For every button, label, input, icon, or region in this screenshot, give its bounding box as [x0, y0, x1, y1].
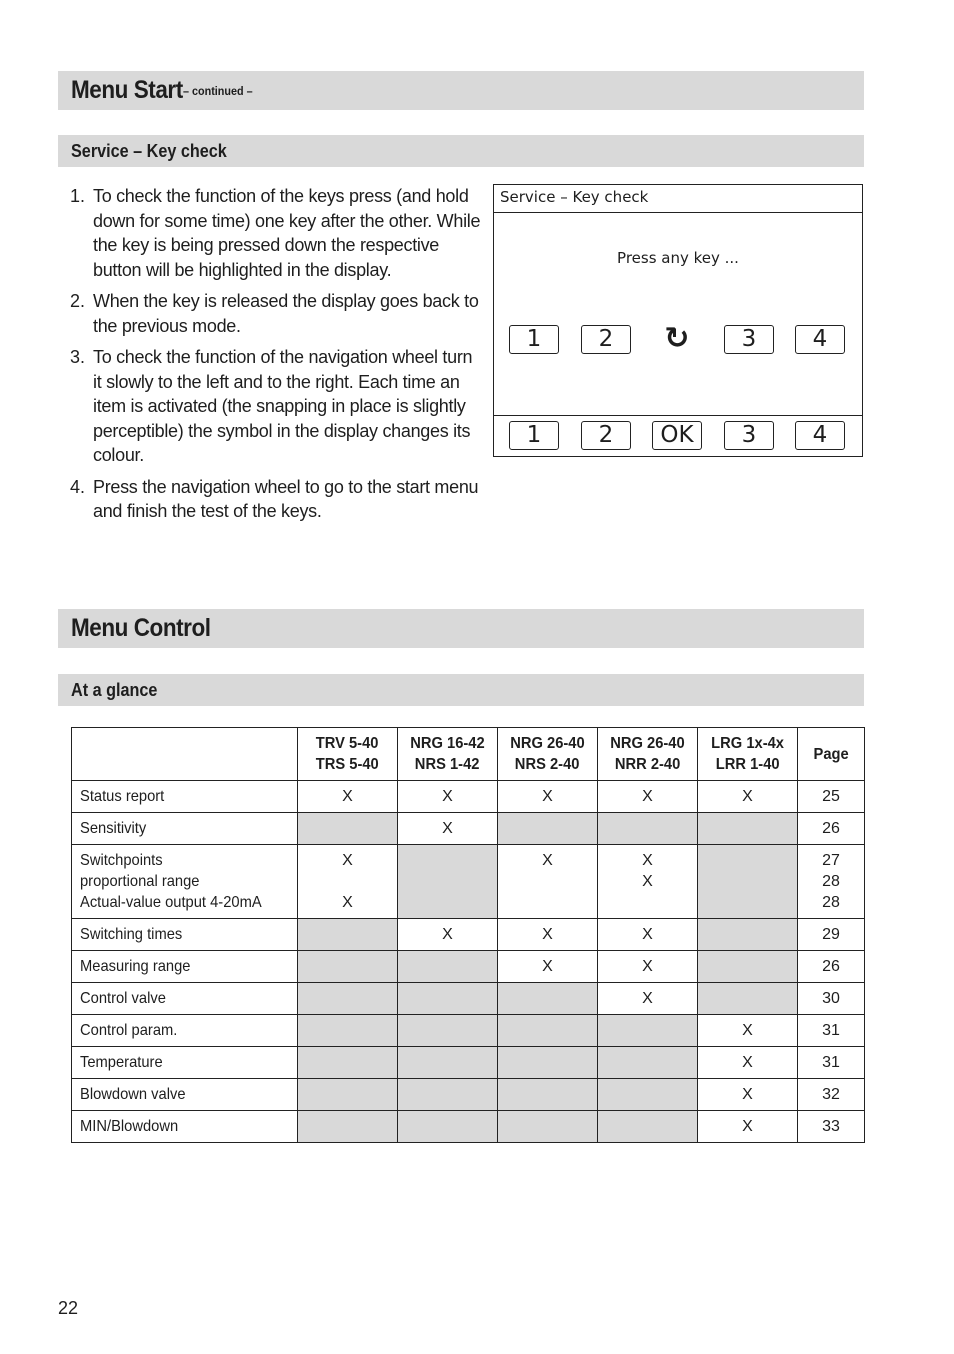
- page-ref: 30: [822, 990, 840, 1007]
- table-cell: [598, 845, 698, 919]
- page-ref: 31: [822, 1022, 840, 1039]
- step-text: Press the navigation wheel to go to the start menu and finish the test of the keys.: [93, 476, 479, 521]
- cell-mark: X: [442, 788, 453, 805]
- display-divider: [494, 415, 862, 416]
- screen-key-3: 3: [724, 325, 774, 354]
- column-header-line: NRR 2-40: [614, 756, 681, 773]
- cell-mark: X: [642, 926, 653, 943]
- table-cell: [698, 781, 798, 813]
- shaded-cell: [598, 1111, 698, 1143]
- shaded-cell: [298, 1111, 398, 1143]
- cell-mark: X: [742, 1054, 753, 1071]
- row-label: [72, 813, 298, 845]
- row-label-line: Switching times: [80, 926, 183, 943]
- row-label: [72, 983, 298, 1015]
- page-cell: [798, 1079, 865, 1111]
- shaded-cell: [598, 1047, 698, 1079]
- shaded-cell: [498, 1079, 598, 1111]
- column-header-line: NRG 26-40: [510, 735, 585, 752]
- cell-mark: X: [542, 958, 553, 975]
- row-label-line: Control valve: [80, 990, 166, 1007]
- shaded-cell: [298, 919, 398, 951]
- table-cell: [298, 781, 398, 813]
- section-title: Menu Control: [71, 614, 211, 642]
- device-display-illustration: [493, 184, 863, 457]
- table-cell: [698, 1079, 798, 1111]
- cell-mark: [598, 892, 697, 913]
- cell-mark: X: [642, 852, 653, 869]
- step-number: 1.: [70, 186, 86, 206]
- row-label-line: Status report: [80, 788, 165, 805]
- cell-mark: X: [642, 788, 653, 805]
- column-header-line: NRS 2-40: [515, 756, 580, 773]
- column-header-line: LRR 1-40: [715, 756, 780, 773]
- subsection-title: At a glance: [71, 679, 158, 700]
- page-cell: [798, 845, 865, 919]
- cell-mark: X: [342, 894, 353, 911]
- table-row: [72, 813, 865, 845]
- row-label-line: Switchpoints: [80, 852, 163, 869]
- list-item: [70, 475, 482, 524]
- page-ref: 28: [822, 894, 840, 911]
- row-label-line: Temperature: [80, 1054, 163, 1071]
- step-text: To check the function of the navigation wheel turn it slowly to the left and to the right. Each time an item is activated (the snapping in place is slightly perceptible) the symbol in the display changes its colour.: [93, 347, 473, 465]
- shaded-cell: [398, 1047, 498, 1079]
- page-cell: [798, 781, 865, 813]
- column-header-line: TRS 5-40: [316, 756, 379, 773]
- cell-mark: X: [442, 820, 453, 837]
- cell-mark: X: [542, 926, 553, 943]
- shaded-cell: [698, 983, 798, 1015]
- page-cell: [798, 919, 865, 951]
- cell-mark: X: [742, 1118, 753, 1135]
- column-header-line: NRS 1-42: [415, 756, 480, 773]
- shaded-cell: [598, 813, 698, 845]
- shaded-cell: [298, 1015, 398, 1047]
- page-cell: [798, 813, 865, 845]
- row-label-line: Actual-value output 4-20mA: [80, 894, 262, 911]
- row-label: [72, 1047, 298, 1079]
- cell-mark: X: [742, 1086, 753, 1103]
- shaded-cell: [298, 983, 398, 1015]
- section-header-menu-start: [58, 71, 864, 110]
- step-number: 3.: [70, 347, 86, 367]
- row-label: [72, 1015, 298, 1047]
- page-ref: 27: [822, 852, 840, 869]
- table-header-blank: [72, 728, 298, 781]
- table-cell: [298, 845, 398, 919]
- page-cell: [798, 951, 865, 983]
- list-item: [70, 289, 482, 338]
- table-column-header: [498, 728, 598, 781]
- cell-mark: X: [642, 873, 653, 890]
- shaded-cell: [298, 1047, 398, 1079]
- cell-mark: X: [442, 926, 453, 943]
- table-column-header: [398, 728, 498, 781]
- cell-mark: [498, 892, 597, 913]
- hard-key-ok: OK: [652, 421, 702, 450]
- column-header-line: NRG 26-40: [610, 735, 685, 752]
- cell-mark: X: [342, 852, 353, 869]
- hard-key-1: 1: [509, 421, 559, 450]
- page-ref: 31: [822, 1054, 840, 1071]
- table-header-row: [72, 728, 865, 781]
- display-prompt: Press any key ...: [617, 249, 739, 267]
- table-row: [72, 1047, 865, 1079]
- continued-note: – continued –: [183, 83, 253, 98]
- page-ref: 32: [822, 1086, 840, 1103]
- page-ref: 26: [822, 820, 840, 837]
- shaded-cell: [498, 813, 598, 845]
- page-cell: [798, 1015, 865, 1047]
- shaded-cell: [298, 813, 398, 845]
- row-label-line: MIN/Blowdown: [80, 1118, 179, 1135]
- table-cell: [698, 1111, 798, 1143]
- step-text: To check the function of the keys press (and hold down for some time) one key after the other. While the key is being pressed down the respective button will be highlighted in the display.: [93, 186, 481, 280]
- column-header-line: TRV 5-40: [316, 735, 379, 752]
- step-number: 4.: [70, 476, 86, 497]
- row-label: [72, 1079, 298, 1111]
- shaded-cell: [398, 1111, 498, 1143]
- page-ref: 33: [822, 1118, 840, 1135]
- table-column-header: [598, 728, 698, 781]
- page-ref: 29: [822, 926, 840, 943]
- list-item: [70, 345, 482, 468]
- page-cell: [798, 1047, 865, 1079]
- table-cell: [598, 919, 698, 951]
- row-label-line: Control param.: [80, 1022, 178, 1039]
- table-row: [72, 1079, 865, 1111]
- hard-key-4: 4: [795, 421, 845, 450]
- shaded-cell: [398, 845, 498, 919]
- row-label-line: Measuring range: [80, 958, 191, 975]
- cell-mark: X: [342, 788, 353, 805]
- row-label-line: proportional range: [80, 873, 200, 890]
- shaded-cell: [698, 919, 798, 951]
- page-cell: [798, 983, 865, 1015]
- table-cell: [498, 951, 598, 983]
- shaded-cell: [398, 1079, 498, 1111]
- rotate-icon: ↻: [664, 321, 690, 356]
- shaded-cell: [398, 1015, 498, 1047]
- shaded-cell: [498, 1047, 598, 1079]
- table-column-header: [698, 728, 798, 781]
- cell-mark: X: [742, 1022, 753, 1039]
- cell-mark: [298, 871, 397, 892]
- overview-table: [71, 727, 865, 1143]
- table-row: [72, 1111, 865, 1143]
- cell-mark: X: [742, 788, 753, 805]
- row-label: [72, 845, 298, 919]
- step-number: 2.: [70, 291, 86, 311]
- page-cell: [798, 1111, 865, 1143]
- cell-mark: X: [542, 852, 553, 869]
- cell-mark: [498, 871, 597, 892]
- hard-key-2: 2: [581, 421, 631, 450]
- section-title: Menu Start: [71, 76, 183, 104]
- row-label: [72, 951, 298, 983]
- table-cell: [598, 983, 698, 1015]
- screen-key-4: 4: [795, 325, 845, 354]
- shaded-cell: [598, 1079, 698, 1111]
- row-label-line: Sensitivity: [80, 820, 147, 837]
- subsection-header-at-a-glance: [58, 674, 864, 706]
- shaded-cell: [698, 951, 798, 983]
- table-cell: [398, 813, 498, 845]
- step-text: When the key is released the display goes back to the previous mode.: [93, 291, 479, 336]
- instruction-list: [70, 184, 482, 531]
- page-ref: 28: [822, 873, 840, 890]
- table-cell: [598, 781, 698, 813]
- table-row: [72, 951, 865, 983]
- shaded-cell: [598, 1015, 698, 1047]
- shaded-cell: [398, 951, 498, 983]
- table-cell: [698, 1047, 798, 1079]
- screen-key-1: 1: [509, 325, 559, 354]
- table-row: [72, 983, 865, 1015]
- table-cell: [398, 919, 498, 951]
- row-label: [72, 1111, 298, 1143]
- table-cell: [498, 919, 598, 951]
- shaded-cell: [498, 983, 598, 1015]
- table-column-header: [298, 728, 398, 781]
- page-ref: 26: [822, 958, 840, 975]
- column-header-line: LRG 1x-4x: [711, 735, 784, 752]
- table-row: [72, 1015, 865, 1047]
- table-cell: [498, 845, 598, 919]
- column-header-line: NRG 16-42: [410, 735, 485, 752]
- screen-key-2: 2: [581, 325, 631, 354]
- shaded-cell: [498, 1015, 598, 1047]
- cell-mark: X: [542, 788, 553, 805]
- table-column-header: [798, 728, 865, 781]
- table-row: [72, 845, 865, 919]
- shaded-cell: [298, 951, 398, 983]
- page-ref: 25: [822, 788, 840, 805]
- subsection-header-key-check: [58, 135, 864, 167]
- table-row: [72, 919, 865, 951]
- cell-mark: X: [642, 990, 653, 1007]
- list-item: [70, 184, 482, 282]
- page-number: 22: [58, 1298, 79, 1318]
- table-cell: [398, 781, 498, 813]
- hard-key-3: 3: [724, 421, 774, 450]
- table-cell: [598, 951, 698, 983]
- table-row: [72, 781, 865, 813]
- shaded-cell: [698, 845, 798, 919]
- row-label: [72, 919, 298, 951]
- row-label-line: Blowdown valve: [80, 1086, 186, 1103]
- subsection-title: Service – Key check: [71, 140, 227, 161]
- shaded-cell: [398, 983, 498, 1015]
- row-label: [72, 781, 298, 813]
- shaded-cell: [498, 1111, 598, 1143]
- shaded-cell: [698, 813, 798, 845]
- section-header-menu-control: [58, 609, 864, 648]
- column-header-line: Page: [813, 745, 849, 763]
- table-cell: [498, 781, 598, 813]
- shaded-cell: [298, 1079, 398, 1111]
- table-cell: [698, 1015, 798, 1047]
- display-header: Service – Key check: [494, 185, 862, 213]
- cell-mark: X: [642, 958, 653, 975]
